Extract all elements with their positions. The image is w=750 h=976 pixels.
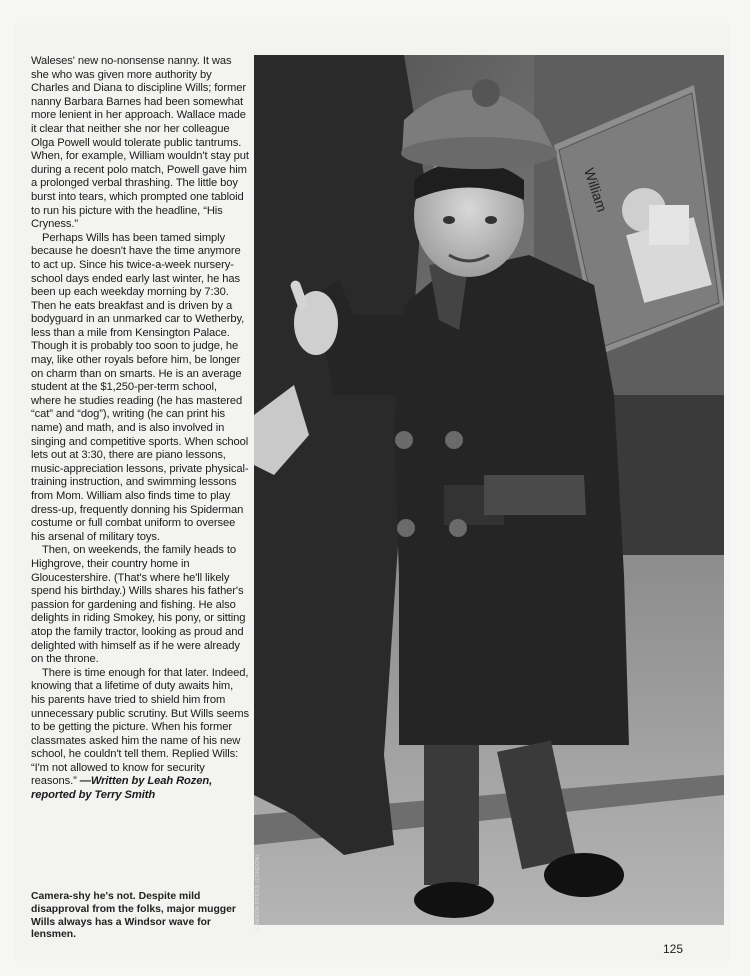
artwork-label: William xyxy=(581,165,611,214)
article-byline: —Written by Leah Rozen, reported by Terry Smith xyxy=(31,775,213,802)
article-paragraph: Then, on weekends, the family heads to Highgrove, their country home in Gloucestershire. (That's where he'll likely spend his birthday.) Wills shares his father's passion for gardening and fishing. He also delights in riding Smokey, his pony, or sitting atop the family tractor, looking as proud and delighted with himself as if he were already on the throne. xyxy=(31,544,246,666)
article-body xyxy=(31,55,249,803)
photo-prince-waving xyxy=(254,55,724,925)
article-paragraph-text: There is time enough for that later. Indeed, knowing that a lifetime of duty awaits him, his parents have tried to shield him from unnecessary public scrutiny. But Wills seems to be getting the picture. When his former classmates asked him the name of his new school, he couldn't tell them. Replied Wills: “I'm not allowed to know for security reasons.” xyxy=(31,666,249,788)
photo-caption: Camera-shy he's not. Despite mild disapproval from the folks, major mugger Wills always has a Windsor wave for lensmen. xyxy=(31,891,236,941)
article-paragraph: Perhaps Wills has been tamed simply because he doesn't have the time anymore to act up. Since his twice-a-week nursery-school days ended early last winter, he has been up each weekday morning by 7:30. Then he eats breakfast and is driven by a bodyguard in an unmarked car to Wetherby, less than a mile from Kensington Palace. Though it is probably too soon to judge, he may, like other royals before him, be longer on charm than on smarts. He is an average student at the $1,250-per-term school, where he studies reading (he has mastered “cat” and “dog”), writing (he can print his name) and math, and is also involved in singing and competitive sports. When school lets out at 3:30, there are piano lessons, music-appreciation lessons, private physical-training instruction, and swimming lessons from Mom. William also finds time to play dress-up, frequently donning his Spiderman costume or full combat uniform to oversee his arsenal of military toys. xyxy=(31,231,249,543)
photo-illustration xyxy=(254,55,724,925)
photo-credit: CAMERA PRESS (LONDON) xyxy=(255,853,261,930)
article-paragraph xyxy=(31,667,249,803)
page-number: 125 xyxy=(663,942,684,956)
article-paragraph: Waleses' new no-nonsense nanny. It was she who was given more authority by Charles and Diana to discipline Wills; former nanny Barbara Barnes had been somewhat more lenient in her approach. Wallace made it clear that neither she nor her colleague Olga Powell would tolerate public tantrums. When, for example, William wouldn't stay put during a recent polo match, Powell gave him a prolonged verbal thrashing. The little boy burst into tears, which prompted one tabloid to run his picture with the headline, “His Cryness.” xyxy=(31,55,249,231)
